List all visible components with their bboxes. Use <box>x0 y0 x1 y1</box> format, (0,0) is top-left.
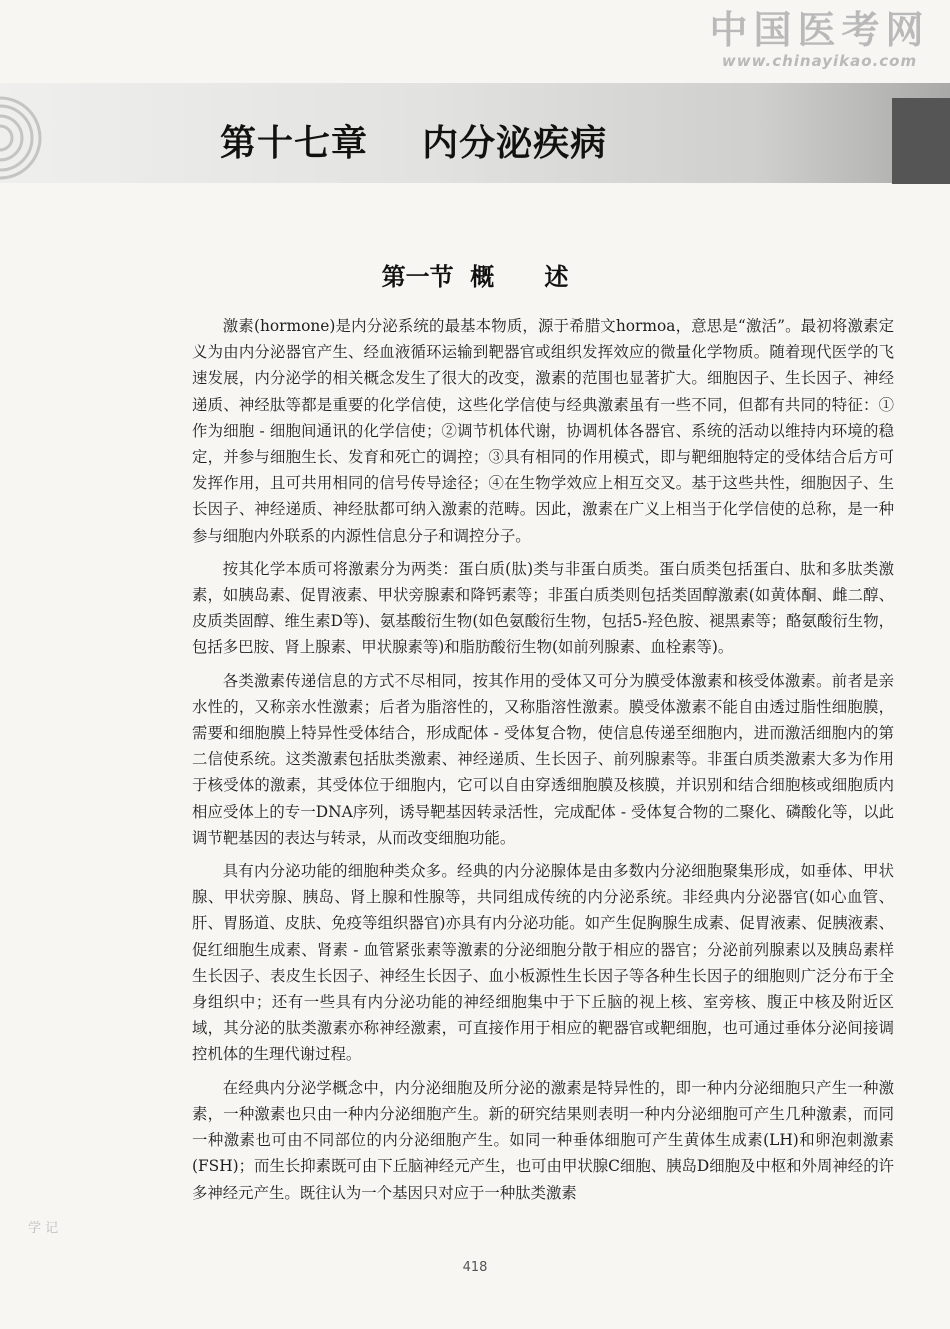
chapter-header-dark-block <box>892 98 950 184</box>
watermark-site-name: 中国医考网 <box>709 8 930 52</box>
paragraph-endocrine-cells: 具有内分泌功能的细胞种类众多。经典的内分泌腺体是由多数内分泌细胞聚集形成，如垂体、甲状腺、甲状旁腺、胰岛、肾上腺和性腺等，共同组成传统的内分泌系统。非经典内分泌器官(如心血管、肝、胃肠道、皮肤、免疫等组织器官)亦具有内分泌功能。如产生促胸腺生成素、促胃液素、促胰液素、促红细胞生成素、肾素 - 血管紧张素等激素的分泌细胞分散于相应的器官；分泌前列腺素以及胰岛素样生长因子、表皮生长因子、神经生长因子、血小板源性生长因子等各种生长因子的细胞则广泛分布于全身组织中；还有一些具有内分泌功能的神经细胞集中于下丘脑的视上核、室旁核、腹正中核及附近区域，其分泌的肽类激素亦称神经激素，可直接作用于相应的靶器官或靶细胞，也可通过垂体分泌间接调控机体的生理代谢过程。 <box>192 862 894 1064</box>
chapter-title: 第十七章 内分泌疾病 <box>220 122 608 164</box>
body-text <box>192 313 894 1213</box>
paragraph-hormone-classification: 按其化学本质可将激素分为两类：蛋白质(肽)类与非蛋白质类。蛋白质类包括蛋白、肽和多肽类激素，如胰岛素、促胃液素、甲状旁腺素和降钙素等；非蛋白质类则包括类固醇激素(如黄体酮、雌二醇、皮质类固醇、维生素D等)、氨基酸衍生物(如色氨酸衍生物，包括5-羟色胺、褪黑素等；酪氨酸衍生物，包括多巴胺、肾上腺素、甲状腺素等)和脂肪酸衍生物(如前列腺素、血栓素等)。 <box>192 559 894 657</box>
paragraph-endocrine-specificity: 在经典内分泌学概念中，内分泌细胞及所分泌的激素是特异性的，即一种内分泌细胞只产生一种激素，一种激素也只由一种内分泌细胞产生。新的研究结果则表明一种内分泌细胞可产生几种激素，而同一种激素也可由不同部位的内分泌细胞产生。如同一种垂体细胞可产生黄体生成素(LH)和卵泡刺激素(FSH)；而生长抑素既可由下丘脑神经元产生，也可由甲状腺C细胞、胰岛D细胞及中枢和外周神经的许多神经元产生。既往认为一个基因只对应于一种肽类激素 <box>192 1078 894 1202</box>
watermark-logo <box>697 8 942 70</box>
swirl-decoration-icon <box>0 96 60 180</box>
margin-note: 学 记 <box>28 1221 59 1236</box>
section-title: 第一节 概 述 <box>381 262 569 291</box>
watermark-site-url: www.chinayikao.com <box>721 52 918 70</box>
paragraph-hormone-definition: 激素(hormone)是内分泌系统的最基本物质，源于希腊文hormoa，意思是“激活”。最初将激素定义为由内分泌器官产生、经血液循环运输到靶器官或组织发挥效应的微量化学物质。随着现代医学的飞速发展，内分泌学的相关概念发生了很大的改变，激素的范围也显著扩大。细胞因子、生长因子、神经递质、神经肽等都是重要的化学信使，这些化学信使与经典激素虽有一些不同，但都有共同的特征：①作为细胞 - 细胞间通讯的化学信使；②调节机体代谢，协调机体各器官、系统的活动以维持内环境的稳定，并参与细胞生长、发育和死亡的调控；③具有相同的作用模式，即与靶细胞特定的受体结合后方可发挥作用，且可共用相同的信号传导途径；④在生物学效应上相互交叉。基于这些共性，细胞因子、生长因子、神经递质、神经肽都可纳入激素的范畴。因此，激素在广义上相当于化学信使的总称，是一种参与细胞内外联系的内源性信息分子和调控分子。 <box>192 317 894 545</box>
paragraph-hormone-receptors: 各类激素传递信息的方式不尽相同，按其作用的受体又可分为膜受体激素和核受体激素。前者是亲水性的，又称亲水性激素；后者为脂溶性的，又称脂溶性激素。膜受体激素不能自由透过脂性细胞膜，需要和细胞膜上特异性受体结合，形成配体 - 受体复合物，使信息传递至细胞内，进而激活细胞内的第二信使系统。这类激素包括肽类激素、神经递质、生长因子、前列腺素等。非蛋白质类激素大多为作用于核受体的激素，其受体位于细胞内，它可以自由穿透细胞膜及核膜，并识别和结合细胞核或细胞质内相应受体上的专一DNA序列，诱导靶基因转录活性，完成配体 - 受体复合物的二聚化、磷酸化等，以此调节靶基因的表达与转录，从而改变细胞功能。 <box>192 671 894 847</box>
page-number: 418 <box>462 1260 488 1275</box>
